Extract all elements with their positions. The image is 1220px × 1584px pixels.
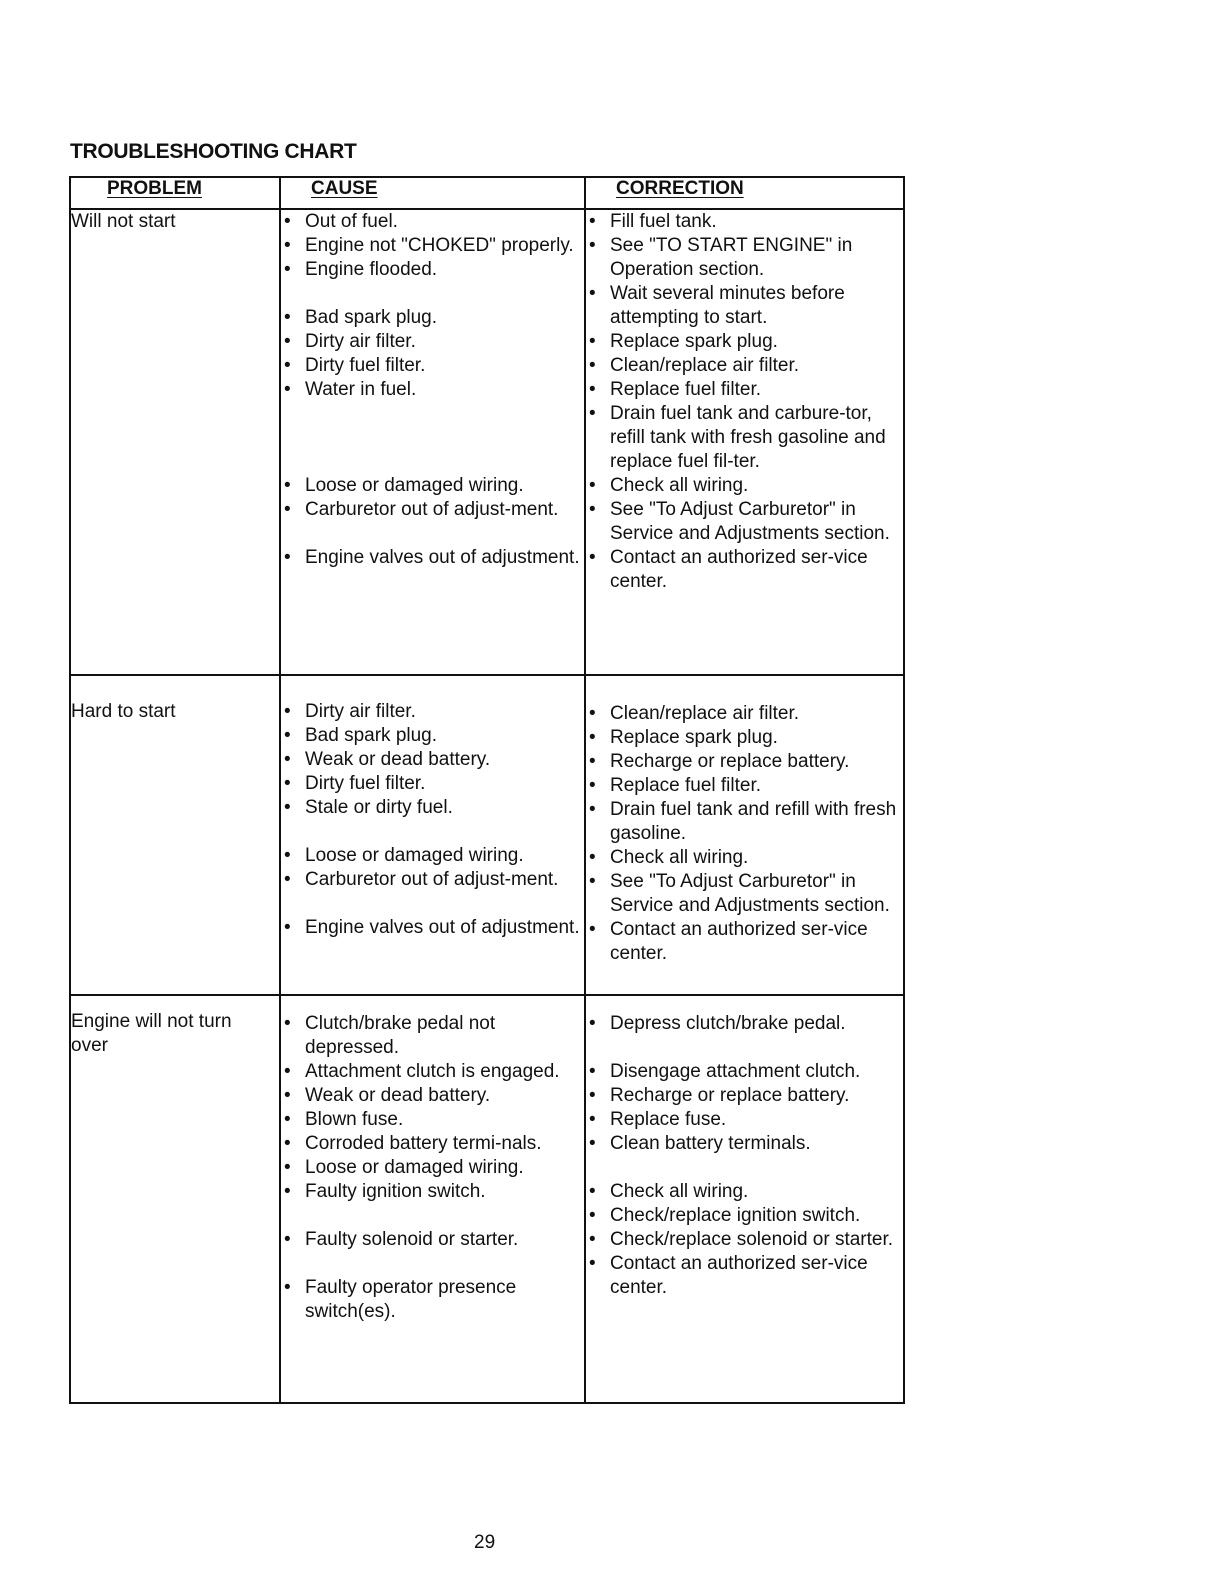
list-item: • Contact an authorized ser-vice center. [586, 1252, 903, 1300]
problem-cell: Will not start [70, 209, 280, 675]
list-item: • Dirty fuel filter. [281, 772, 584, 796]
list-item: • Engine not "CHOKED" properly. [281, 234, 584, 258]
list-item: • Faulty operator presence switch(es). [281, 1276, 584, 1324]
list-item: • Replace fuel filter. [586, 774, 903, 798]
list-item: • Contact an authorized ser-vice center. [586, 918, 903, 966]
list-item: • Recharge or replace battery. [586, 750, 903, 774]
list-item: • Out of fuel. [281, 210, 584, 234]
list-item: • Clutch/brake pedal not depressed. [281, 1012, 584, 1060]
list-item: • Engine valves out of adjustment. [281, 546, 584, 570]
list-item: • Replace spark plug. [586, 330, 903, 354]
list-item: • See "To Adjust Carburetor" in Service and Adjustments section. [586, 498, 903, 546]
list-item: • Drain fuel tank and refill with fresh gasoline. [586, 798, 903, 846]
list-item: • Check/replace ignition switch. [586, 1204, 903, 1228]
problem-header: PROBLEM [70, 177, 280, 209]
list-item: • Recharge or replace battery. [586, 1084, 903, 1108]
correction-list [586, 702, 903, 966]
list-item: • Dirty fuel filter. [281, 354, 584, 378]
correction-cell [585, 995, 904, 1403]
correction-header: CORRECTION [585, 177, 904, 209]
list-item: • Dirty air filter. [281, 330, 584, 354]
list-item: • Contact an authorized ser-vice center. [586, 546, 903, 594]
cause-header: CAUSE [280, 177, 585, 209]
list-item: • Faulty solenoid or starter. [281, 1228, 584, 1252]
cause-list [281, 210, 584, 570]
correction-cell [585, 675, 904, 995]
page-number: 29 [474, 1532, 496, 1553]
header-row [70, 177, 904, 209]
table-row [70, 675, 904, 995]
list-item: • Wait several minutes before attempting to start. [586, 282, 903, 330]
list-item: • Check all wiring. [586, 474, 903, 498]
cause-list [281, 700, 584, 940]
list-item: • Disengage attachment clutch. [586, 1060, 903, 1084]
list-item: • Clean/replace air filter. [586, 354, 903, 378]
correction-list [586, 210, 903, 594]
list-item: • Dirty air filter. [281, 700, 584, 724]
list-item: • Engine flooded. [281, 258, 584, 282]
list-item: • Blown fuse. [281, 1108, 584, 1132]
list-item: • Engine valves out of adjustment. [281, 916, 584, 940]
list-item: • Drain fuel tank and carbure-tor, refill tank with fresh gasoline and replace fuel fil-ter. [586, 402, 903, 474]
list-item: • Stale or dirty fuel. [281, 796, 584, 820]
list-item: • Check all wiring. [586, 846, 903, 870]
list-item: • Weak or dead battery. [281, 748, 584, 772]
problem-cell: Hard to start [70, 675, 280, 995]
list-item: • Check/replace solenoid or starter. [586, 1228, 903, 1252]
list-item: • Faulty ignition switch. [281, 1180, 584, 1204]
cause-list [281, 1012, 584, 1324]
cause-cell [280, 209, 585, 675]
list-item: • Corroded battery termi-nals. [281, 1132, 584, 1156]
correction-list [586, 1012, 903, 1300]
list-item: • Loose or damaged wiring. [281, 474, 584, 498]
list-item: • Clean battery terminals. [586, 1132, 903, 1156]
list-item: • Clean/replace air filter. [586, 702, 903, 726]
list-item: • Bad spark plug. [281, 306, 584, 330]
list-item: • Bad spark plug. [281, 724, 584, 748]
list-item: • Water in fuel. [281, 378, 584, 402]
list-item: • Replace fuel filter. [586, 378, 903, 402]
list-item: • Check all wiring. [586, 1180, 903, 1204]
list-item: • See "To Adjust Carburetor" in Service and Adjustments section. [586, 870, 903, 918]
list-item: • See "TO START ENGINE" in Operation section. [586, 234, 903, 282]
table-row [70, 209, 904, 675]
list-item: • Replace fuse. [586, 1108, 903, 1132]
cause-cell [280, 675, 585, 995]
list-item: • Depress clutch/brake pedal. [586, 1012, 903, 1036]
list-item: • Loose or damaged wiring. [281, 844, 584, 868]
list-item: • Fill fuel tank. [586, 210, 903, 234]
chart-title: TROUBLESHOOTING CHART [70, 140, 357, 163]
list-item: • Loose or damaged wiring. [281, 1156, 584, 1180]
list-item: • Replace spark plug. [586, 726, 903, 750]
troubleshooting-table [69, 176, 905, 1404]
list-item: • Carburetor out of adjust-ment. [281, 498, 584, 522]
problem-cell: Engine will not turn over [70, 995, 280, 1403]
list-item: • Attachment clutch is engaged. [281, 1060, 584, 1084]
cause-cell [280, 995, 585, 1403]
list-item: • Weak or dead battery. [281, 1084, 584, 1108]
list-item: • Carburetor out of adjust-ment. [281, 868, 584, 892]
correction-cell [585, 209, 904, 675]
table-row [70, 995, 904, 1403]
